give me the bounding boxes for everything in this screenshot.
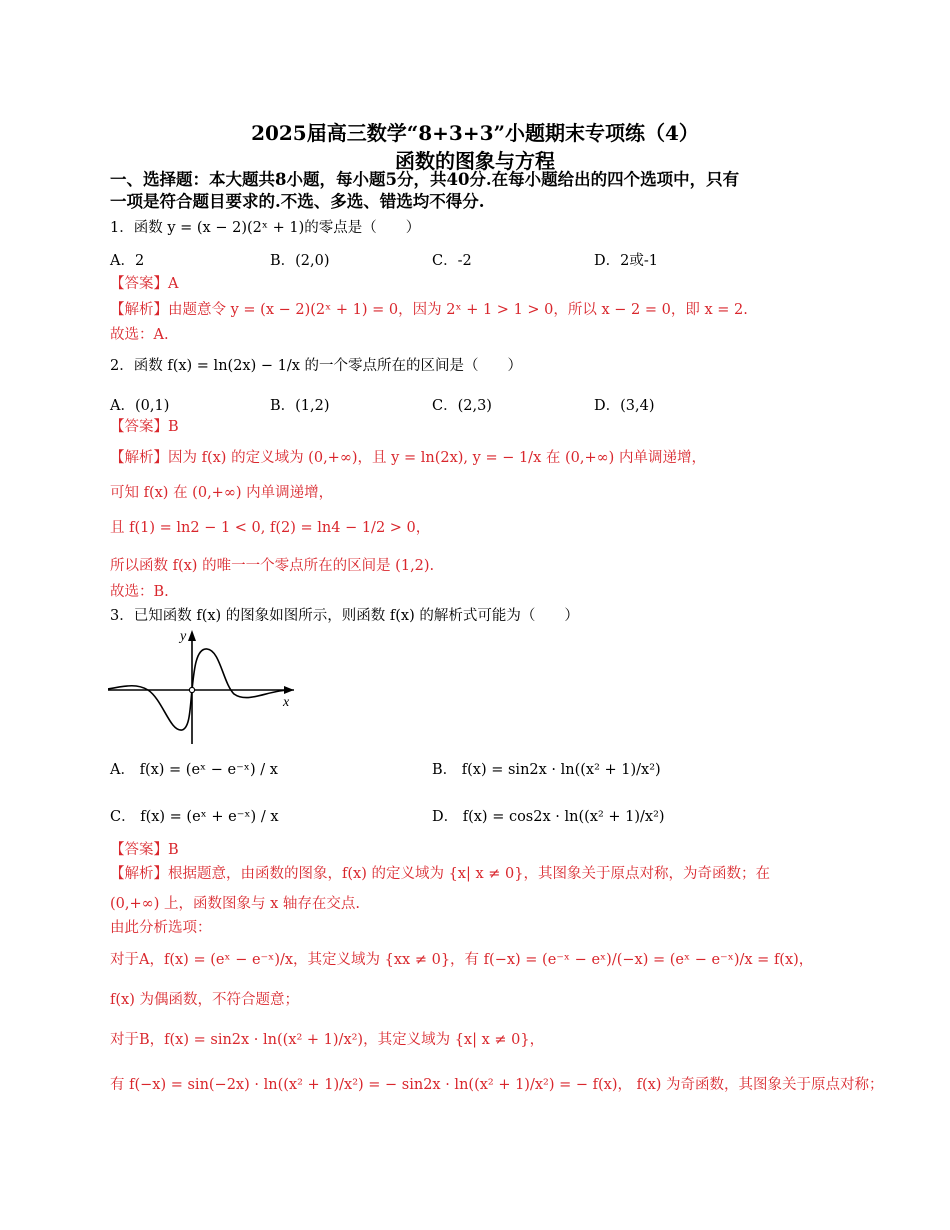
- q3-stem: 3．已知函数 f(x) 的图象如图所示，则函数 f(x) 的解析式可能为（ ）: [110, 608, 579, 624]
- q3-analysis-line-5: f(x) 为偶函数，不符合题意；: [110, 992, 299, 1008]
- q1-option-d: D．2或-1: [594, 253, 658, 269]
- q3-analysis-line-3: 由此分析选项：: [110, 920, 212, 936]
- q2-analysis-line-4: 所以函数 f(x) 的唯一一个零点所在的区间是 (1,2).: [110, 558, 435, 574]
- q1-option-c: C．-2: [432, 253, 472, 269]
- q2-analysis-line-1: 【解析】因为 f(x) 的定义域为 (0,+∞)，且 y = ln(2x), y = − 1/x 在 (0,+∞) 内单调递增，: [110, 450, 706, 466]
- q3-analysis-line-6: 对于B，f(x) = sin2x · ln((x² + 1)/x²)，其定义域为 {x| x ≠ 0}，: [110, 1032, 545, 1048]
- q1-option-b: B．(2,0): [270, 253, 330, 269]
- q2-conclusion: 故选：B.: [110, 584, 169, 600]
- q2-option-d: D．(3,4): [594, 398, 655, 414]
- q3-analysis-line-2: (0,+∞) 上，函数图象与 x 轴存在交点.: [110, 896, 360, 912]
- q1-conclusion: 故选：A.: [110, 327, 169, 343]
- q2-analysis-line-3: 且 f(1) = ln2 − 1 < 0, f(2) = ln4 − 1/2 > 0，: [110, 520, 431, 536]
- q2-option-c: C．(2,3): [432, 398, 492, 414]
- q1-option-a: A．2: [110, 253, 145, 269]
- q3-analysis-line-4: 对于A，f(x) = (eˣ − e⁻ˣ)/x，其定义域为 {xx ≠ 0}，有 f(−x) = (e⁻ˣ − eˣ)/(−x) = (eˣ − e⁻ˣ)/x = f(x)，: [110, 952, 814, 968]
- q3-answer: 【答案】B: [110, 842, 179, 858]
- q1-stem: 1．函数 y = (x − 2)(2ˣ + 1)的零点是（ ）: [110, 220, 421, 236]
- origin-hollow-point: [189, 687, 194, 692]
- section-heading-line-2: 一项是符合题目要求的.不选、多选、错选均不得分.: [110, 192, 485, 211]
- y-axis-arrow-icon: [188, 630, 196, 641]
- q3-option-c: C． f(x) = (eˣ + e⁻ˣ) / x: [110, 809, 279, 825]
- section-heading-line-1: 一、选择题：本大题共8小题，每小题5分，共40分.在每小题给出的四个选项中，只有: [110, 170, 740, 189]
- q1-answer: 【答案】A: [110, 276, 179, 292]
- q3-option-d: D． f(x) = cos2x · ln((x² + 1)/x²): [432, 809, 665, 825]
- document-title: 2025届高三数学“8+3+3”小题期末专项练（4）: [251, 121, 699, 145]
- q2-option-b: B．(1,2): [270, 398, 330, 414]
- q2-answer: 【答案】B: [110, 419, 179, 435]
- q2-analysis-line-2: 可知 f(x) 在 (0,+∞) 内单调递增，: [110, 485, 334, 501]
- y-axis-label: y: [180, 629, 187, 644]
- q3-analysis-line-1: 【解析】根据题意，由函数的图象，f(x) 的定义域为 {x| x ≠ 0}，其图象关于原点对称，为奇函数；在: [110, 866, 770, 882]
- q3-option-a: A． f(x) = (eˣ − e⁻ˣ) / x: [110, 762, 278, 778]
- q2-option-a: A．(0,1): [110, 398, 170, 414]
- x-axis-label: x: [283, 695, 290, 710]
- q1-analysis: 【解析】由题意令 y = (x − 2)(2ˣ + 1) = 0，因为 2ˣ + 1 > 1 > 0，所以 x − 2 = 0，即 x = 2.: [110, 302, 748, 318]
- q3-analysis-line-7: 有 f(−x) = sin(−2x) · ln((x² + 1)/x²) = − sin2x · ln((x² + 1)/x²) = − f(x)， f(x) 为奇函数，其图象关于原点对称；: [110, 1077, 884, 1093]
- q3-option-b: B． f(x) = sin2x · ln((x² + 1)/x²): [432, 762, 661, 778]
- function-graph: [108, 628, 300, 744]
- document-subtitle: 函数的图象与方程: [395, 149, 555, 173]
- q2-stem: 2．函数 f(x) = ln(2x) − 1/x 的一个零点所在的区间是（ ）: [110, 358, 523, 374]
